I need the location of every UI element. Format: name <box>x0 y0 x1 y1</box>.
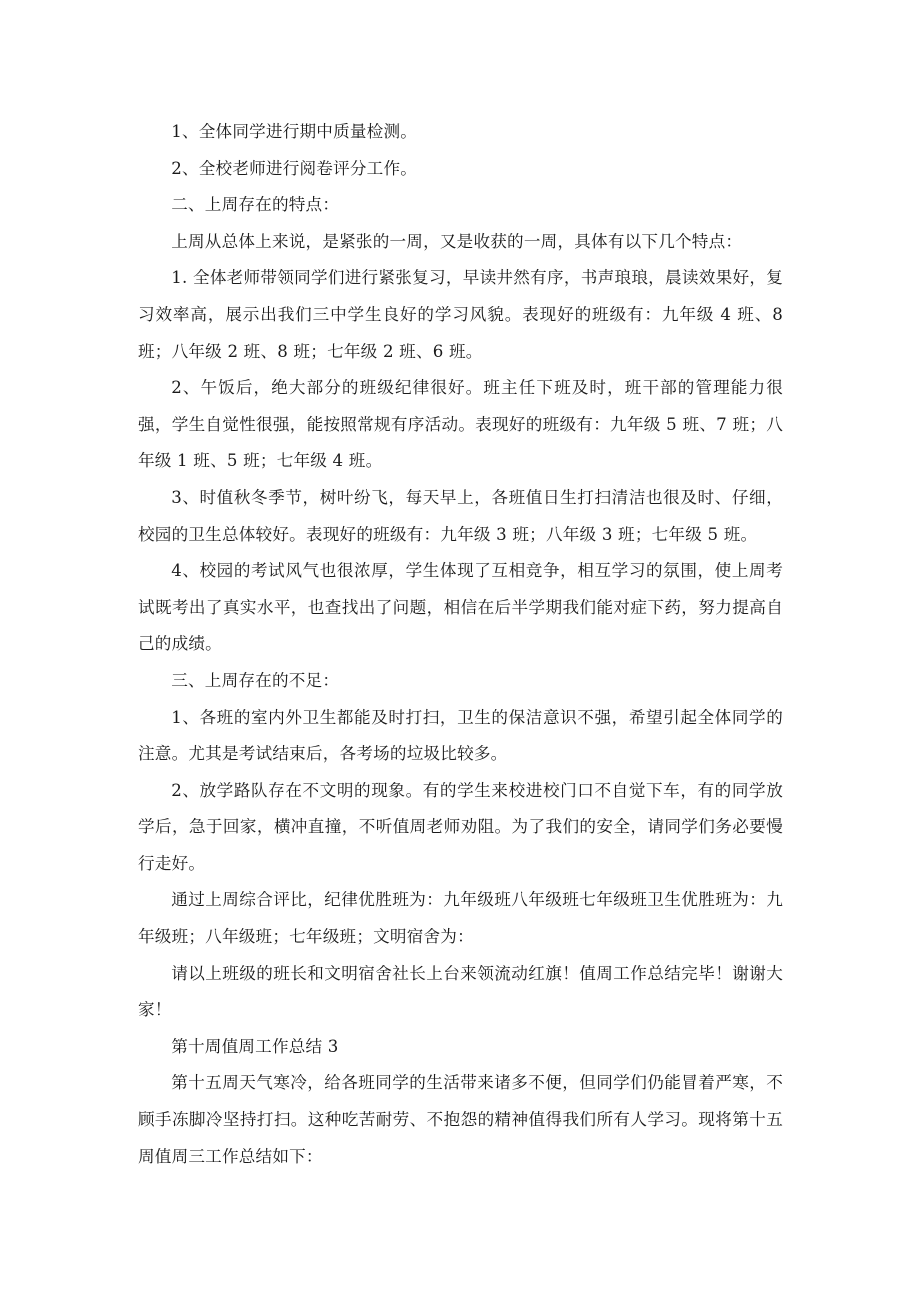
paragraph-shortcoming-1: 1、各班的室内外卫生都能及时打扫，卫生的保洁意识不强，希望引起全体同学的注意。尤其是考试结束后，各考场的垃圾比较多。 <box>138 707 783 764</box>
paragraph-week-15-intro: 第十五周天气寒冷，给各班同学的生活带来诸多不便，但同学们仍能冒着严寒，不顾手冻脚冷坚持打扫。这种吃苦耐劳、不抱怨的精神值得我们所有人学习。现将第十五周值周三工作总结如下： <box>138 1073 783 1166</box>
paragraph-features-intro: 上周从总体上来说，是紧张的一周，又是收获的一周，具体有以下几个特点： <box>171 231 743 251</box>
paragraph-feature-4: 4、校园的考试风气也很浓厚，学生体现了互相竞争，相互学习的氛围，使上周考试既考出了真实水平，也查找出了问题，相信在后半学期我们能对症下药，努力提高自己的成绩。 <box>138 561 783 654</box>
section-heading-shortcomings: 三、上周存在的不足： <box>171 670 340 690</box>
section-heading-features: 二、上周存在的特点： <box>171 195 340 215</box>
paragraph-exam-item-1: 1、全体同学进行期中质量检测。 <box>171 122 418 141</box>
paragraph-evaluation-results: 通过上周综合评比，纪律优胜班为：九年级班八年级班七年级班卫生优胜班为：九年级班；八年级班；七年级班；文明宿舍为： <box>138 890 783 947</box>
paragraph-shortcoming-2: 2、放学路队存在不文明的现象。有的学生来校进校门口不自觉下车，有的同学放学后，急于回家，横冲直撞，不听值周老师劝阻。为了我们的安全，请同学们务必要慢行走好。 <box>138 780 783 873</box>
paragraph-feature-1: 1. 全体老师带领同学们进行紧张复习，早读井然有序，书声琅琅，晨读效果好，复习效率高，展示出我们三中学生良好的学习风貌。表现好的班级有：九年级 4 班、8 班；八年级 2 班、8 班；七年级 2 班、6 班。 <box>138 268 783 361</box>
paragraph-closing: 请以上班级的班长和文明宿舍社长上台来领流动红旗！值周工作总结完毕！谢谢大家！ <box>138 963 783 1020</box>
paragraph-feature-3: 3、时值秋冬季节，树叶纷飞，每天早上，各班值日生打扫清洁也很及时、仔细，校园的卫生总体较好。表现好的班级有：九年级 3 班；八年级 3 班；七年级 5 班。 <box>138 487 783 544</box>
section-title-summary-3: 第十周值周工作总结 3 <box>171 1036 339 1056</box>
paragraph-exam-item-2: 2、全校老师进行阅卷评分工作。 <box>171 158 418 178</box>
document-body <box>138 114 783 1175</box>
paragraph-feature-2: 2、午饭后，绝大部分的班级纪律很好。班主任下班及时，班干部的管理能力很强，学生自觉性很强，能按照常规有序活动。表现好的班级有：九年级 5 班、7 班；八年级 1 班、5 班；七年级 4 班。 <box>138 378 783 471</box>
